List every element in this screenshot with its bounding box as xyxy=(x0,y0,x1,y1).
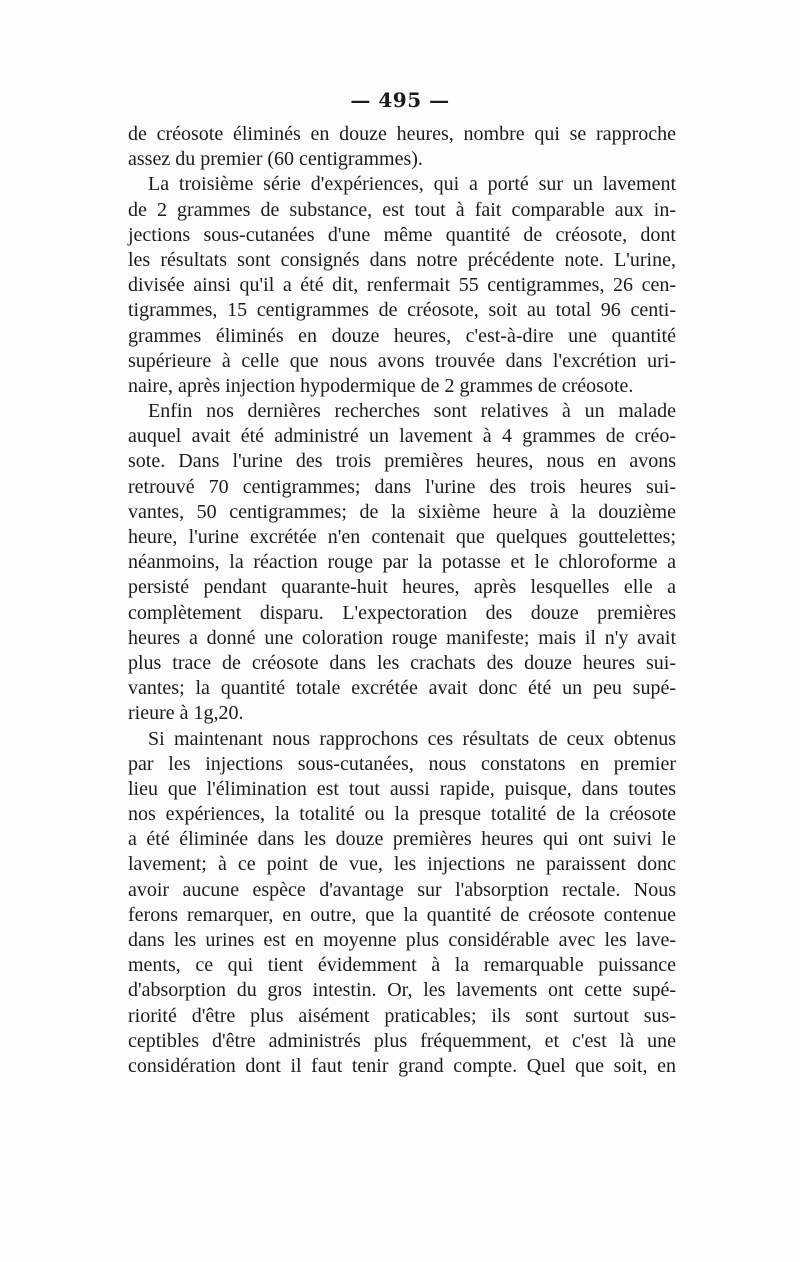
text-line: naire, après injection hypodermique de 2 grammes de créosote. xyxy=(128,374,634,397)
text-line: nos expériences, la totalité ou la presque totalité de la créosote xyxy=(128,803,676,826)
text-line: auquel avait été administré un lavement à 4 grammes de créo- xyxy=(128,425,676,448)
text-line: La troisième série d'expériences, qui a porté sur un lavement xyxy=(148,173,676,196)
text-line: néanmoins, la réaction rouge par la potasse et le chloroforme a xyxy=(128,551,676,574)
text-line: sote. Dans l'urine des trois premières heures, nous en avons xyxy=(128,450,676,473)
text-line: heures a donné une coloration rouge manifeste; mais il n'y avait xyxy=(128,626,676,649)
text-line: lieu que l'élimination est tout aussi rapide, puisque, dans toutes xyxy=(128,777,676,800)
text-line: de 2 grammes de substance, est tout à fait comparable aux in- xyxy=(128,198,676,221)
text-line: jections sous-cutanées d'une même quantité de créosote, dont xyxy=(128,223,676,246)
text-line: rieure à 1g,20. xyxy=(128,702,244,725)
text-line: retrouvé 70 centigrammes; dans l'urine des trois heures sui- xyxy=(128,475,676,498)
text-line: ceptibles d'être administrés plus fréquemment, et c'est là une xyxy=(128,1029,676,1052)
body-text xyxy=(128,122,676,1079)
text-line: de créosote éliminés en douze heures, nombre qui se rapproche xyxy=(128,123,676,145)
text-line: a été éliminée dans les douze premières heures qui ont suivi le xyxy=(128,828,676,851)
text-line: Enfin nos dernières recherches sont relatives à un malade xyxy=(148,400,676,423)
text-line: les résultats sont consignés dans notre précédente note. L'urine, xyxy=(128,248,676,271)
text-line: Si maintenant nous rapprochons ces résultats de ceux obtenus xyxy=(148,727,676,750)
text-line: ments, ce qui tient évidemment à la remarquable puissance xyxy=(128,954,676,977)
text-line: considération dont il faut tenir grand compte. Quel que soit, en xyxy=(128,1054,676,1077)
text-line: grammes éliminés en douze heures, c'est-à-dire une quantité xyxy=(128,324,676,347)
text-line: dans les urines est en moyenne plus considérable avec les lave- xyxy=(128,929,676,951)
text-line: d'absorption du gros intestin. Or, les lavements ont cette supé- xyxy=(128,979,676,1002)
page-number: — 495 — xyxy=(350,88,450,112)
text-line: persisté pendant quarante-huit heures, après lesquelles elle a xyxy=(128,576,676,599)
text-line: plus trace de créosote dans les crachats des douze heures sui- xyxy=(128,651,676,674)
text-line: lavement; à ce point de vue, les injections ne paraissent donc xyxy=(128,853,676,876)
text-line: supérieure à celle que nous avons trouvée dans l'excrétion uri- xyxy=(128,349,676,372)
text-line: par les injections sous-cutanées, nous constatons en premier xyxy=(128,752,676,775)
text-line: vantes, 50 centigrammes; de la sixième heure à la douzième xyxy=(128,500,676,523)
text-line: divisée ainsi qu'il a été dit, renfermait 55 centigrammes, 26 cen- xyxy=(128,274,676,297)
text-line: heure, l'urine excrétée n'en contenait que quelques gouttelettes; xyxy=(128,526,676,548)
text-line: riorité d'être plus aisément praticables; ils sont surtout sus- xyxy=(128,1004,676,1027)
text-line: vantes; la quantité totale excrétée avait donc été un peu supé- xyxy=(128,677,676,700)
text-line: ferons remarquer, en outre, que la quantité de créosote contenue xyxy=(128,903,676,926)
text-line: complètement disparu. L'expectoration des douze premières xyxy=(128,601,676,624)
text-line: assez du premier (60 centigrammes). xyxy=(128,148,423,171)
text-line: avoir aucune espèce d'avantage sur l'absorption rectale. Nous xyxy=(128,878,676,901)
text-line: tigrammes, 15 centigrammes de créosote, soit au total 96 centi- xyxy=(128,299,676,322)
